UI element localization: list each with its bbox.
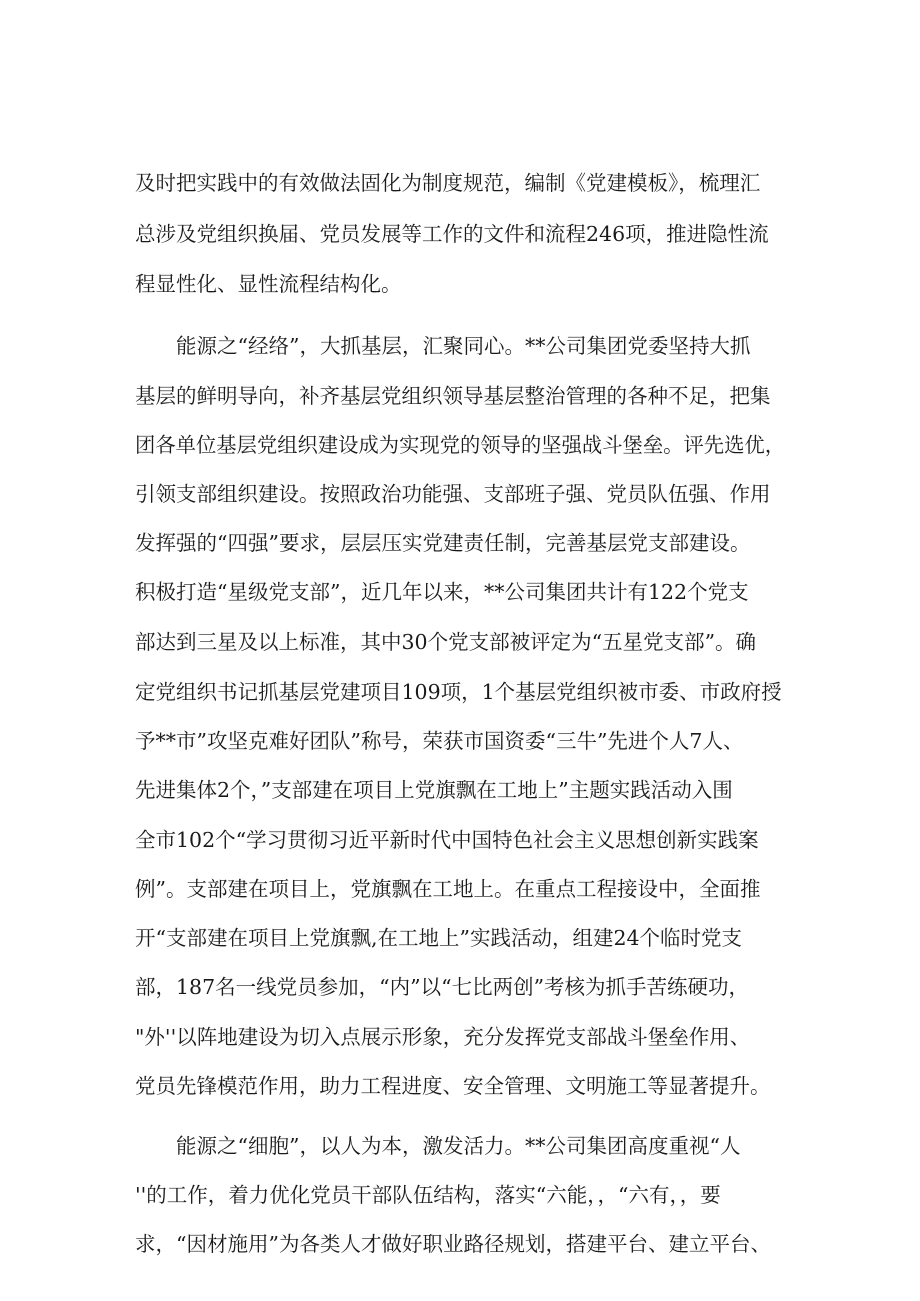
text-line: 例”。支部建在项目上，党旗飘在工地上。在重点工程接设中，全面推 — [135, 877, 761, 901]
text-line: 引领支部组织建设。按照政治功能强、支部班子强、党员队伍强、作用 — [135, 482, 771, 506]
text-line: 定党组织书记抓基层党建项目109项，1个基层党组织被市委、市政府授 — [135, 680, 782, 704]
text-line: 全市102个“学习贯彻习近平新时代中国特色社会主义思想创新实践案 — [135, 828, 759, 852]
text-line: 总涉及党组织换届、党员发展等工作的文件和流程246项，推进隐性流 — [135, 222, 769, 246]
text-line: 部，187名一线党员参加，“内”以“七比两创”考核为抓手苦练硬功， — [135, 975, 750, 999]
text-line: 发挥强的“四强”要求，层层压实党建责任制，完善基层党支部建设。 — [135, 531, 751, 555]
text-line: 积极打造“星级党支部”，近几年以来，**公司集团共计有122个党支 — [135, 580, 749, 604]
text-line: 程显性化、显性流程结构化。 — [135, 272, 402, 296]
text-line: "外''以阵地建设为切入点展示形象，充分发挥党支部战斗堡垒作用、 — [135, 1025, 751, 1049]
text-line: 求，“因材施用”为各类人才做好职业路径规划，搭建平台、建立平台、 — [135, 1232, 771, 1256]
text-line: 能源之“细胞”，以人为本，激发活力。**公司集团高度重视“人 — [176, 1134, 741, 1158]
text-line: 部达到三星及以上标准，其中30个党支部被评定为“五星党支部”。确 — [135, 630, 757, 654]
text-line: 及时把实践中的有效做法固化为制度规范，编制《党建模板》，梳理汇 — [135, 171, 761, 195]
text-line: 团各单位基层党组织建设成为实现党的领导的坚强战斗堡垒。评先选优， — [135, 433, 786, 457]
text-line: 基层的鲜明导向，补齐基层党组织领导基层整治管理的各种不足，把集 — [135, 384, 771, 408]
text-line: ''的工作，着力优化党员干部队伍结构，落实“六能，，“六有，，要 — [135, 1183, 721, 1207]
text-line: 先进集体2个，”支部建在项目上党旗飘在工地上”主题实践活动入围 — [135, 778, 733, 802]
text-line: 开“支部建在项目上党旗飘,在工地上”实践活动，组建24个临时党支 — [135, 926, 743, 950]
text-line: 党员先锋模范作用，助力工程进度、安全管理、文明施工等显著提升。 — [135, 1074, 771, 1098]
text-line: 予**市”攻坚克难好团队”称号，荣获市国资委“三牛”先进个人7人、 — [135, 729, 744, 753]
text-line: 能源之“经络”，大抓基层，汇聚同心。**公司集团党委坚持大抓 — [176, 334, 751, 358]
